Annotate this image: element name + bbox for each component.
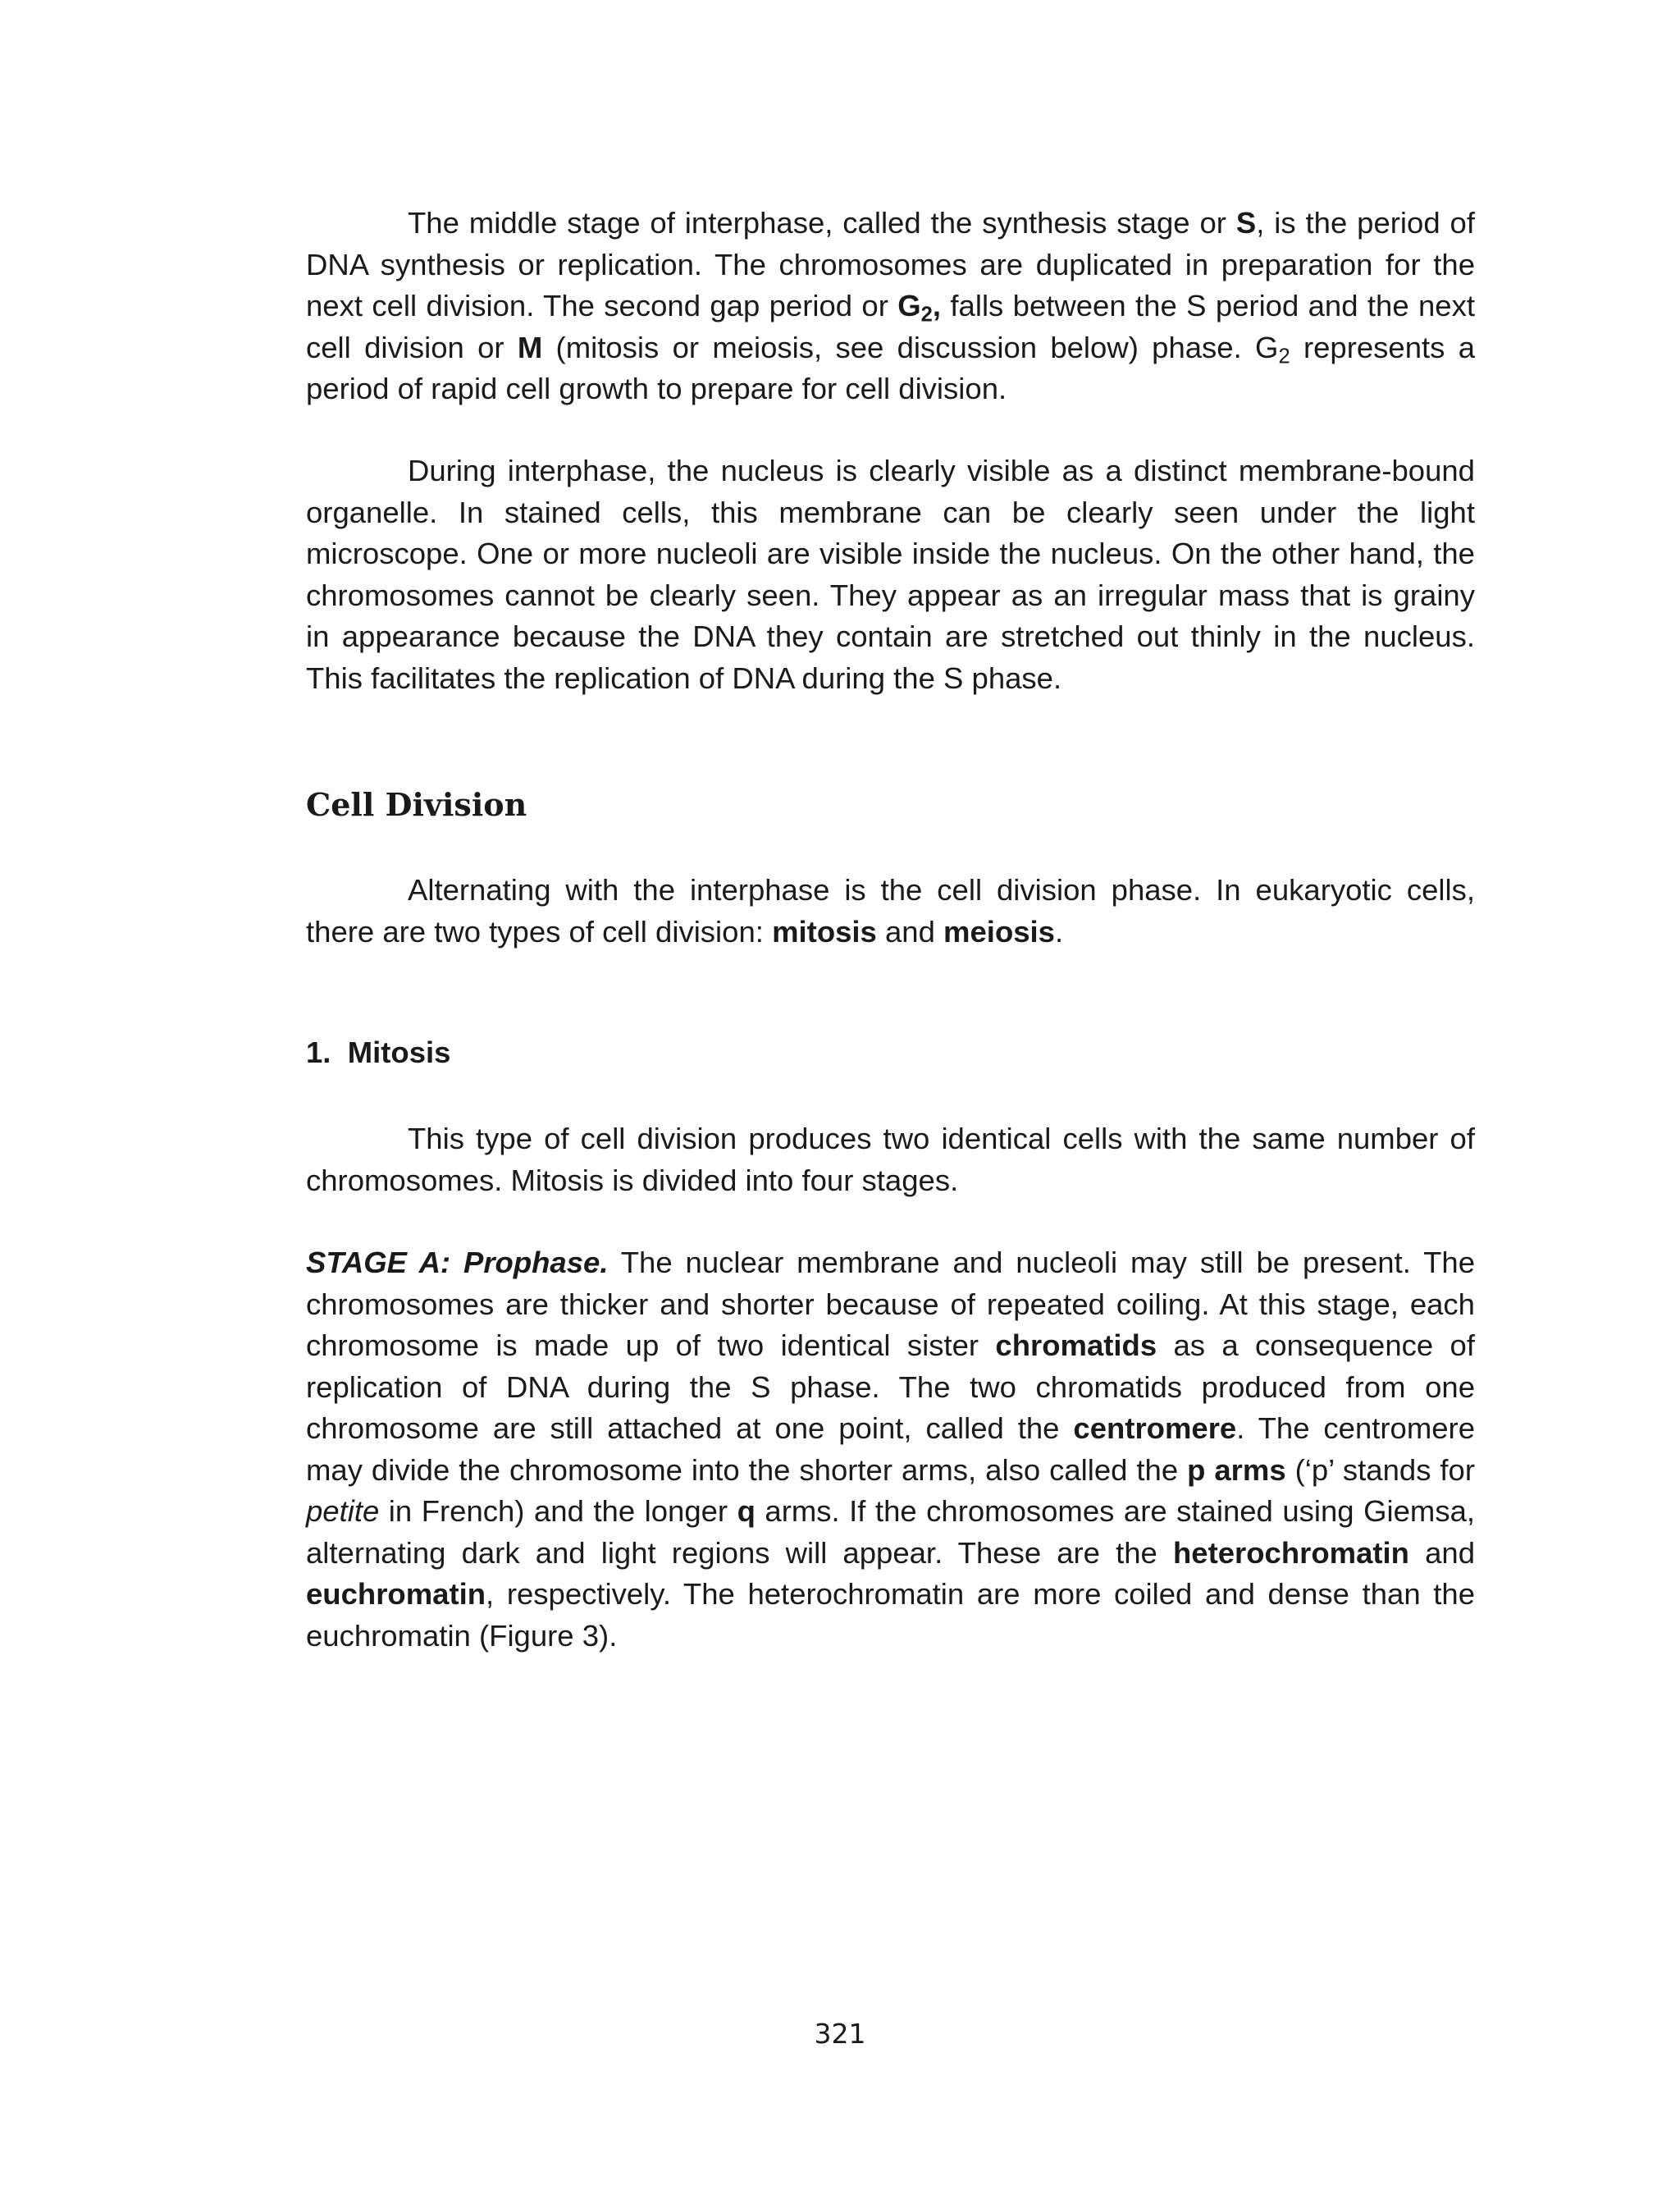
bold-term: chromatids (995, 1328, 1157, 1362)
page-number: 321 (814, 2018, 866, 2050)
text-span: represents a period of rapid cell growth to prepare for cell division. (306, 330, 1475, 405)
heading-mitosis: 1. Mitosis (306, 1036, 451, 1069)
bold-term: meiosis (943, 914, 1055, 949)
text-span: and (1408, 1535, 1475, 1570)
paragraph-interphase-nucleus: During interphase, the nucleus is clearly visible as a distinct membrane-bound organelle. In stained cells, this membrane can be clearly seen under the light microscope. One or more nucleoli are visible inside the nucleus. On the other hand, the chromosomes cannot be clearly seen. They appear as an irregular mass that is grainy in appearance because the DNA they contain are stretched out thinly in the nucleus. This facilitates the replication of DNA during the S phase. (306, 454, 1475, 695)
stage-label: STAGE A: Prophase. (306, 1246, 609, 1279)
text-span: , (932, 289, 942, 322)
bold-term (897, 289, 942, 327)
paragraph-cell-division-types (306, 870, 1475, 953)
heading-cell-division: Cell Division (306, 786, 527, 823)
bold-term: M (517, 330, 543, 364)
subscript: 2 (920, 303, 933, 327)
italic-term: petite (306, 1494, 380, 1528)
text-span: Alternating with the interphase is the cell division phase. In eukaryotic cells, there are two types of cell division: (306, 873, 1475, 949)
bold-term: heterochromatin (1172, 1535, 1409, 1570)
text-span: , respectively. The heterochromatin are more coiled and dense than the euchromatin (Figure 3). (306, 1577, 1475, 1653)
bold-term: q (737, 1494, 756, 1528)
text-span: G (897, 289, 921, 322)
paragraph-mitosis-intro: This type of cell division produces two identical cells with the same number of chromosomes. Mitosis is divided into four stages. (306, 1122, 1475, 1197)
paragraph-prophase (306, 1242, 1475, 1657)
text-span: arms. If the chromosomes are stained using Giemsa, alternating dark and light regions will appear. These are the (306, 1494, 1476, 1570)
text-span: as a consequence of replication of DNA during the S phase. The two chromatids produced from one chromosome are still attached at one point, called the (306, 1328, 1475, 1445)
paragraph-synthesis-stage (306, 203, 1475, 410)
text-span: falls between the S period and the next cell division or (306, 289, 1475, 364)
text-span: The nuclear membrane and nucleoli may still be present. The chromosomes are thicker and shorter because of repeated coiling. At this stage, each chromosome is made up of two identical sister (306, 1246, 1475, 1362)
bold-term: mitosis (772, 914, 877, 949)
text-span: . The centromere may divide the chromosome into the shorter arms, also called the (306, 1411, 1476, 1487)
text-span: , is the period of DNA synthesis or replication. The chromosomes are duplicated in preparation for the next cell division. The second gap period or (306, 206, 1475, 322)
text-span: The middle stage of interphase, called the synthesis stage or (408, 206, 1236, 240)
text-span: (‘p’ stands for (1285, 1452, 1475, 1487)
text-span: in French) and the longer (379, 1494, 737, 1528)
text-span: (mitosis or meiosis, see discussion below) phase. G (542, 330, 1279, 364)
bold-term: centromere (1073, 1411, 1237, 1445)
bold-term: p arms (1187, 1452, 1286, 1487)
bold-term: euchromatin (306, 1577, 486, 1611)
bold-term: S (1235, 206, 1257, 240)
text-span: and (876, 914, 944, 949)
text-span: . (1054, 914, 1064, 949)
subscript: 2 (1278, 344, 1290, 368)
